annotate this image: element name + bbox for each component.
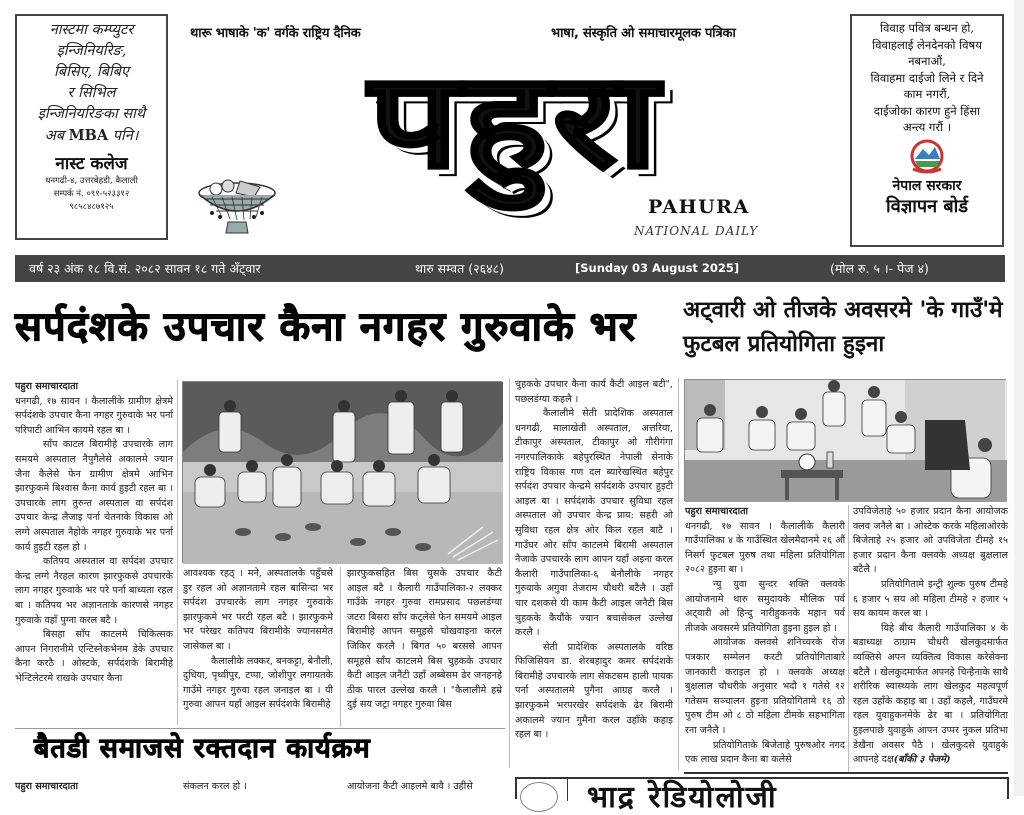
ad-line: काम नगरौं, xyxy=(903,87,951,101)
ad-line: विवाह पवित्र बन्धन हो, xyxy=(879,21,975,35)
basket-icon xyxy=(188,177,286,237)
paragraph: प्रतियोगितामे इन्ट्री शुल्क पुरुष टीमहे ६ हजार ५ सय ओ महिला टीमहे २ हजार ५ सय कायम करल बा । xyxy=(853,578,1008,620)
paragraph: आवश्यक रहठ् । मने, अस्पतालके पहुँचसे डुर रहल ओ अज्ञानतामे रहल बासिन्दा भर सर्पदंश उपचारके लाग नगहर गुरुवाके झारफुकमे भर परटी रहल बटै । झारफुकमे भर परेखर कतिपय बिरामीके ज्यानसमेत जासेकल बा । xyxy=(183,568,333,652)
photo-healers-group xyxy=(182,381,502,563)
issue-date-bar xyxy=(15,255,1005,282)
nepal-emblem-icon xyxy=(907,139,947,175)
price-page: (मोल रु. ५ ।- पेज ४) xyxy=(830,261,929,276)
paragraph: साँप काटल बिरामीहे उपचारके लाग समयमे अस्पताल नैपुगैलेसे अकालमे ज्यान जैना कैलेसे फेन ग्रामीण क्षेत्रमे आभिन झारफुकमे बिश्वास कैना कार्य हुइटी रहल बा । उपचारके लाग तुरुन्त अस्पताल वा सर्पदंश उपचार केन्द्र लैजाइ पर्ना चेतनाके विकास ओ लग्गे अस्पताल नैहोके नगहर गुरुवाके भर पर्ना कार्य हुइटी रहल हो । xyxy=(15,439,173,553)
ad-line: इन्जिनियरिङ, xyxy=(56,43,127,59)
headline-blood-donation: बैतडी समाजसे रक्तदान कार्यक्रम xyxy=(34,733,371,764)
paragraph: धनगढी, १७ सावन । कैलालीके ग्रामीण क्षेत्रमे सर्पदंशके उपचार कैना नगहर गुरुवाके भर पर्ना परिपाटी आभिन कायमे रहल बा । xyxy=(15,395,173,436)
paragraph: कतिपय अस्पताल वा सर्पदंश उपचार केन्द्र लग्गे नैरहल कारण झारफुकसे उपचारके लाग नगहर गुरुवाके भर परे पर्ना बाध्यता रहल बा । कतिपय भर अज्ञानताके कारणसे नगहर गुरुवाके वहाँ पुग्ना करल बटै । xyxy=(15,556,173,626)
photo-press-meet xyxy=(684,379,1006,501)
byline: पहुरा समाचारदाता xyxy=(685,506,749,517)
section-divider xyxy=(15,728,505,729)
story-snakebite-col2 xyxy=(183,567,333,729)
paragraph: आयोजना कैटी आइलमे बावै । उहीसे xyxy=(347,781,473,792)
paragraph: संकलन करल हो । xyxy=(183,781,247,792)
story-snakebite-col1 xyxy=(15,380,173,725)
ad-mobile: ९८५८४८७१२५ xyxy=(69,202,114,212)
column-rule xyxy=(678,378,679,770)
headline-football: अट्वारी ओ तीजके अवसरमे 'के गाउँ'मे फुटबल प्रतियोगिता हुइना xyxy=(683,297,1003,357)
paragraph: सेती प्रादेशिक अस्पतालके वरिष्ठ फिजिसियन डा. शेरबहादुर कमर सर्पदंशके बिरामीहे उपचारके लाग सेकटसम हाली पायक पर्ना अस्पतालमे पुगैना आग्रह करलै । झारफुकमे भरपरखेर सर्पदंशके ढेर बिरामी अकालमे ज्यान गुमैना करल उहाँके कहाइ रहल बा । xyxy=(515,641,673,741)
bottom-advertisement xyxy=(515,777,1009,815)
paragraph: कैलालीमे सेती प्रादेशिक अस्पताल धनगढी, मालाखेती अस्पताल, अत्तरिया, टीकापुर अस्पताल, टीकापुर ओ गौरीगंगा नगरपालिकाके बहेपुरस्थित नेपाली सेनाके राष्ट्रिय विकास गण दल ब्यारेखस्थित बहेपुर सर्पदंश उपचार केन्द्रमे सर्पदंशके उपचार हुइटी आइल बा । सर्पदंशके उपचार सुविधा रहल अस्पताल ओ उपचार केन्द्र प्राय: सहरी ओ सुविधा रहल क्षेत्र ओर किल रहल बाटै । गाउँघर ओर साँप काटलमे बिरामी अस्पताल नैजाके उपचारके लाग आपन यहाँ अइना करल कैलारी गाउँपालिका-६ बेनौलीके नगहर गुरुवाके अगुवा तेजराम चौधरी बटैलै । उहाँ चार दशकसे यी काम कैटी आइल जनैटी बिस चुहकके कैयौंके ज्यान बचासेकल उल्लेख करलै । xyxy=(515,408,673,639)
paragraph: कैलालीके लक्कर, बनकट्टा, बेनौली, दुधिया, पृथ्वीपुर, टप्पा, जोशीपुर लगायतके गाउँमे नगहर गुरुवा रहल जनाइल बा । यी गुरुवा आपन यहाँ आइल सर्पदंशके बिरामीहे xyxy=(183,655,333,711)
ad-line: नास्टमा कम्प्युटर xyxy=(49,22,134,38)
byline: पहुरा समाचारदाता xyxy=(15,381,79,392)
ad-line: र सिभिल xyxy=(67,85,116,101)
paragraph-text: यिहे बीच कैलारी गाउँपालिका ४ के बडाध्यक्ष ठाग्राम चौधरी खेलकुदमार्फत व्यक्तिसे अपन व्यक्तित्व विकास करेसेक्ना बटैलै । खेलकुदमार्फत अपनहे चिन्हैनाके साथै शरीरिक स्वास्थ्यके लाग खेलकुद महत्वपूर्ण रहल उहाँके कहाइ बा । उहाँ कहलै, गाउँघरमे रहल युवाहुकनमेके ढेर बा । प्रतियोगिता हुइलपाछे युवाहुके आपन उप्पर नुकल प्रतिभा डेखैना अवसर पैठै । खेलकुदसे युवाहुके आपनहे दक्ष xyxy=(853,622,1008,766)
ad-address: धनगढी-४, उत्तरबेहडी, कैलाली xyxy=(45,176,138,186)
ad-line: इन्जिनियरिङका साथै xyxy=(37,106,146,122)
masthead-title: पहुरा xyxy=(368,44,664,198)
ad-government-dowry xyxy=(850,14,1004,247)
headline-snakebite: सर्पदंशके उपचार कैना नगहर गुरुवाके भर xyxy=(15,304,637,350)
municipal-seal-icon xyxy=(520,782,558,812)
ad-contact: सम्पर्क नं. ०९१-५२३३१२ xyxy=(53,189,130,199)
ad-college-name: नास्ट कलेज xyxy=(55,154,128,174)
issue-info: वर्ष २३ अंक १८ वि.सं. २०८२ सावन १८ गते अँट्वार xyxy=(29,261,261,276)
story-football-col2 xyxy=(853,505,1008,775)
column-rule xyxy=(509,378,510,768)
story-snakebite-col3 xyxy=(347,567,502,729)
paragraph: उपविजेताहे ५० हजार प्रदान कैना आयोजक क्लव जनैले बा । ओस्टेक करके महिलाओरके बिजेताहे २५ हजार ओ उपविजेता टीमहे १५ हजार प्रदान कैना क्लवके अध्यक्ष बुक्षलाल बटैलै । xyxy=(853,506,1008,576)
column-rule xyxy=(340,567,341,727)
bottom-ad-text: भाद्र रेडियोलोजी xyxy=(587,780,778,815)
paragraph: आयोजक क्लवसे शनिच्चरके रोज पत्रकार सम्मेलन करटी प्रतियोगिताबारे जानकारी कराइल हो । क्लवके अध्यक्ष बुक्षलाल चौधरीके अनुसार भदौ १ गतेसे १२ गतेसम सञ्चालन हुइना प्रतियोगितामे १६ ठो पुरुष टीम ओ ८ ठो महिला टीमके सहभागिता रना जनैलै । xyxy=(685,637,845,736)
ad-mba-suffix: पनि। xyxy=(112,128,139,144)
story-snakebite-col4 xyxy=(515,378,673,770)
masthead-logo xyxy=(200,44,832,198)
ad-line: विवाहमा दाईजो लिने र दिने xyxy=(870,70,984,85)
scrollbar[interactable] xyxy=(1014,0,1024,796)
ad-divider xyxy=(567,779,568,801)
column-rule xyxy=(848,505,849,773)
paragraph: चुहकके उपचार कैना कार्य कैटी आइल बटी", पछलडंग्या कहलै । xyxy=(515,379,673,405)
tagline-right: भाषा, संस्कृति ओ समाचारमूलक पत्रिका xyxy=(551,26,736,41)
paragraph: न्यु युवा सुन्दर शक्ति क्लवके आयोजनामे थारु समुदायके मौलिक पर्व अट्वारी ओ हिन्दु नारीहुकनके महान पर्व तीजके अवसरमे प्रतियोगिता हुइना हुइल हो । xyxy=(685,578,845,634)
story-football-col1 xyxy=(685,505,845,775)
paragraph: झारफुकसहित बिस चुसके उपचार कैटी आइल बटै । कैलारी गाउँपालिका-२ लक्कर गाउँके नगहर गुरुवा रामप्रसाद पछलडंग्या जटरा बिसरा साँप कट्लेसे फेन समयमे आइल बिरामीहे आपन समूहसे चोखवाइना करल जिकिर करलै । बिगत ५० बरससे आपन समूहसे साँप काटलमे बिस चुहकके उपचार कैटी आइल जनैटी उहाँ अब्बेसम ढेर जनहनहे ठीक पारल उल्लेख करलै । "कैलालीमे हम्रे दुई सय जट्रा नगहर गुरुवा बिस xyxy=(347,568,502,711)
english-date: [Sunday 03 August 2025] xyxy=(575,261,740,275)
paragraph: धनगढी, १७ सावन । कैलालीके कैलारी गाउँपालिका ४ के गाउँस्थित खेलमैदानमे २६ औं निसर्ग फुटबल पुरुष तथा महिला प्रतियोगिता २०८२ हुइना बा । xyxy=(685,520,845,576)
ad-mba-prefix: अब xyxy=(44,128,65,144)
ad-mba: MBA xyxy=(68,127,109,144)
ad-line: बिसिए, बिबिए xyxy=(54,64,129,80)
ad-gov-name: नेपाल सरकार xyxy=(892,177,962,194)
ad-board-name: विज्ञापन बोर्ड xyxy=(886,195,968,217)
paragraph: बिसहा साँप काटलमे चिकित्सक आपन निगरानीमे एन्टिस्नेकभेनम डेके उपचार कैना करठै । ओस्टके, सर्पदंशके बिरामीहे भेन्टिलेटरमे राखके उपचार कैना xyxy=(15,629,173,684)
section-divider xyxy=(684,772,1008,774)
ad-line: विवाहलाई लेनदेनको विषय xyxy=(872,37,982,52)
paragraph: प्रतियोगिताके बिजेताहे पुरुषओर नगद एक लाख प्रदान कैना बा कलेसे xyxy=(685,739,845,766)
ad-line: नबनाऔं, xyxy=(908,54,946,68)
ad-line: अन्त्य गरौं । xyxy=(902,120,952,134)
brand-name-english: PAHURA xyxy=(648,196,750,218)
ad-line: दाईजोका कारण हुने हिंसा xyxy=(873,103,981,118)
tagline-left: थारू भाषाके 'क' वर्गके राष्ट्रिय दैनिक xyxy=(190,26,361,41)
tharu-samvat: थारु सम्वत (२६४८) xyxy=(415,261,504,276)
continued-link[interactable]: (बाँकी ३ पेजमे) xyxy=(893,754,951,766)
paragraph xyxy=(853,622,1008,768)
brand-subtitle: NATIONAL DAILY xyxy=(634,224,759,238)
byline: पहुरा समाचारदाता xyxy=(15,781,79,792)
column-rule xyxy=(177,380,178,725)
